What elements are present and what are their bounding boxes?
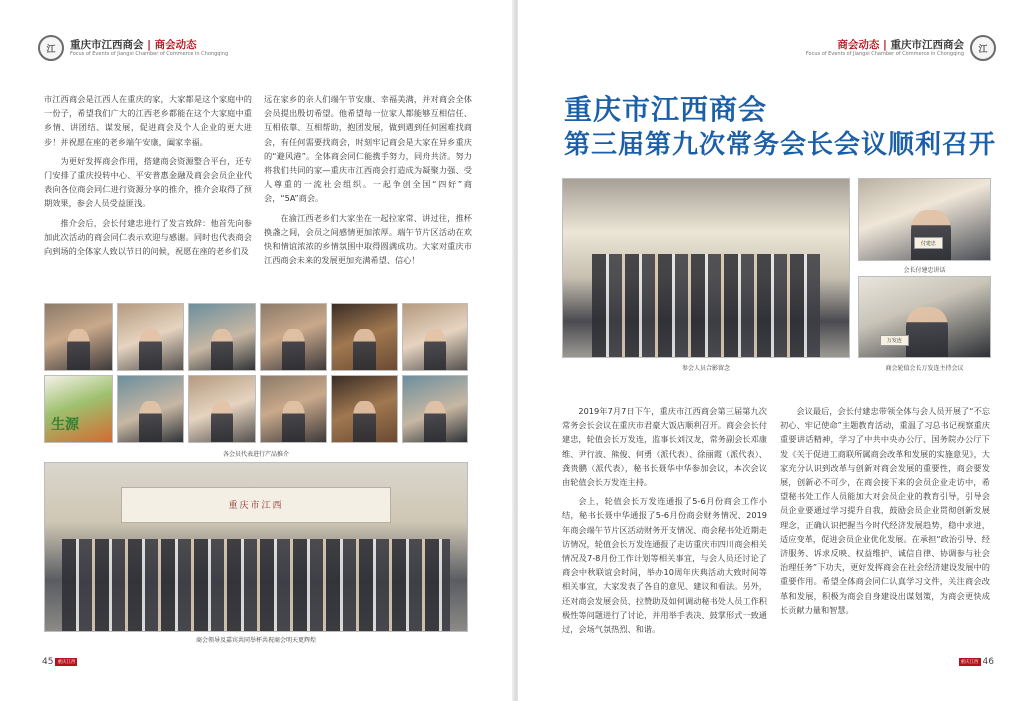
- speaker-photo: [117, 375, 184, 443]
- group-portrait-photo: [562, 178, 850, 358]
- toast-group-photo: [44, 462, 468, 632]
- right-header-accent: 商会动态: [837, 39, 880, 51]
- left-header-subtitle: Focus of Events of Jiangxi Chamber of Commerce in Chongqing: [70, 51, 229, 57]
- speaker-photo: [44, 303, 113, 371]
- right-text-col2: [780, 404, 990, 622]
- group-portrait-caption: 参会人员合影留念: [681, 365, 730, 372]
- left-text-col2: [264, 92, 472, 272]
- left-header-title: 重庆市江西商会: [70, 39, 144, 51]
- chairman-speech-photo: [858, 178, 991, 261]
- speaker-photo: [188, 303, 256, 371]
- left-text-col1: [44, 92, 252, 263]
- right-header-title: 重庆市江西商会: [890, 39, 964, 51]
- paragraph: 2019年7月7日下午，重庆市江西商会第三届第九次常务会长会议在重庆市君豪大饭店顺利召开。商会会长付建忠，轮值会长万发连，监事长刘汉龙，常务副会长邓康维、尹行波、熊俊、何勇（派代表）、徐丽霞（派代表）、龚贵鹏（派代表），秘书长聂华中华参加会议，本次会议由轮值会长万发连主持。: [562, 406, 767, 488]
- article-title-line2: 第三届第九次常务会长会议顺利召开: [564, 130, 997, 160]
- product-display-photo: 生源: [44, 375, 113, 443]
- paragraph: 会上，轮值会长万发连通报了5-6月份商会工作小结，秘书长聂中华通报了5-6月份商会财务情况、2019年商会端午节片区活动财务开支情况、商会秘书处近期走访情况，轮值会长万发连通报了走访重庆市四川商会相关情况及7-8月份工作计划等相关事宜，与会人员还讨论了商会中秋联谊会时间，举办10周年庆典活动大致时间等相关事宜，大家发表了各自的意见、建议和看法。另外，还对商会发展会员、拉赞助及如何调动秘书处人员工作积极性等问题进行了讨论，并用举手表决、鼓掌形式一致通过，会场气氛热烈、和谐。: [562, 496, 767, 635]
- right-header: 江 商会动态 | 重庆市江西商会 Focus of Events of Jiangxi Chamber of Commerce in Chongqing: [806, 34, 996, 62]
- speaker-photo: [331, 303, 398, 371]
- chamber-logo-icon: 江: [38, 35, 64, 61]
- right-header-subtitle: Focus of Events of Jiangxi Chamber of Commerce in Chongqing: [805, 51, 964, 57]
- speaker-photo: [402, 303, 468, 371]
- chairman-speech-caption: 会长付建忠讲话: [903, 267, 946, 274]
- paragraph: 会议最后，会长付建忠带领全体与会人员开展了“不忘初心、牢记使命”主题教育活动，重温了习总书记视察重庆重要讲话精神，学习了中共中央办公厅、国务院办公厅下发《关于促进工商联所属商会改革和发展的实施意见》，大家充分认识到改革与创新对商会发展的重要性，商会要发展，创新必不可少，在商会接下来的会员企业走访中，希望秘书处工作人员能加大对会员企业的教育引导，引导会员企业要通过学习提升自我，鼓励会员企业贯彻创新发展理念，正确认识把握当今时代经济发展趋势，稳中求进，适应变革，促进会员企业优化发展。在承担“政治引导、经济服务、诉求反映、权益维护、诚信自律、协调参与社会治理任务”下功夫，更好发挥商会在社会经济建设发展中的重要作用。希望全体商会同仁认真学习文件，关注商会改革和发展，积极为商会自身建设出谋划策，为商会更快成长贡献力量和智慧。: [780, 406, 990, 615]
- left-header: 江 重庆市江西商会 | 商会动态 Focus of Events of Jiangxi Chamber of Commerce in Chongqing: [38, 34, 228, 62]
- paragraph: 市江西商会是江西人在重庆的家，大家都是这个家庭中的一份子，希望我们广大的江西老乡都能在这个大家庭中重乡情、讲团结、谋发展，促进商会及个人企业的更大进步！并祝愿在座的老乡端午安康，阖家幸福。: [44, 94, 252, 147]
- nameplate: 付建忠: [914, 237, 943, 248]
- event-banner: 重庆市江西: [121, 487, 391, 524]
- speaker-photo: [260, 303, 327, 371]
- host-photo: [858, 276, 991, 358]
- host-caption: 商会轮值会长万发连主持会议: [885, 365, 964, 372]
- paragraph: 在渝江西老乡们大家坐在一起拉家常、讲过往，推杯换盏之间，会员之间感情更加浓厚。端午节片区活动在欢快和情谊浓浓的乡情氛围中取得圆满成功。大家对重庆市江西商会未来的发展更加充满希望、信心！: [264, 212, 472, 266]
- speaker-photo: [188, 375, 256, 443]
- article-title-line1: 重庆市江西商会: [564, 93, 768, 126]
- right-text-col1: [562, 404, 767, 641]
- speaker-photo: [260, 375, 327, 443]
- chamber-logo-icon: 江: [970, 35, 996, 61]
- left-page: [0, 0, 514, 701]
- photo-grid-caption: 各会员代表进行产品推介: [222, 451, 289, 458]
- group-photo-caption: 商会领导及嘉宾共同举杯共祝商会明天更辉煌: [195, 637, 316, 644]
- left-page-number: 45 重庆江西: [42, 657, 76, 667]
- paragraph: 推介会后，会长付建忠进行了发言致辞：他首先向参加此次活动的商会同仁表示欢迎与感谢。同时也代表商会向到场的全体家人致以节日的问候，祝愿在座的老乡们及: [44, 217, 252, 257]
- speaker-photo: [331, 375, 398, 443]
- paragraph: 为更好发挥商会作用，搭建商会资源整合平台，还专门安排了重庆投转中心、平安普惠金融及商会会员企业代表向各位商会同仁进行资源分享的推介，推介会取得了预期效果，参会人员受益匪浅。: [44, 155, 252, 209]
- left-header-accent: 商会动态: [154, 39, 197, 51]
- paragraph: 远在家乡的亲人们端午节安康、幸福美满，并对商会全体会员提出殷切希望。他希望每一位家人都能够互相信任、互相依靠、互相帮助，抱团发展，做到遇到任何困难找商会，有任何需要找商会，时刻牢记商会是大家在异乡重庆的“避风港”。全体商会同仁能携手努力，同舟共济。努力将我们共同的家—重庆市江西商会打造成为凝聚力强、受人尊重的一流社会组织。一起争创全国“四好”商会，“5A”商会。: [264, 94, 472, 204]
- right-page-number: 46 重庆江西: [960, 657, 994, 667]
- nameplate: 万发连: [880, 335, 909, 346]
- speaker-photo: [117, 303, 184, 371]
- speaker-photo: [402, 375, 468, 443]
